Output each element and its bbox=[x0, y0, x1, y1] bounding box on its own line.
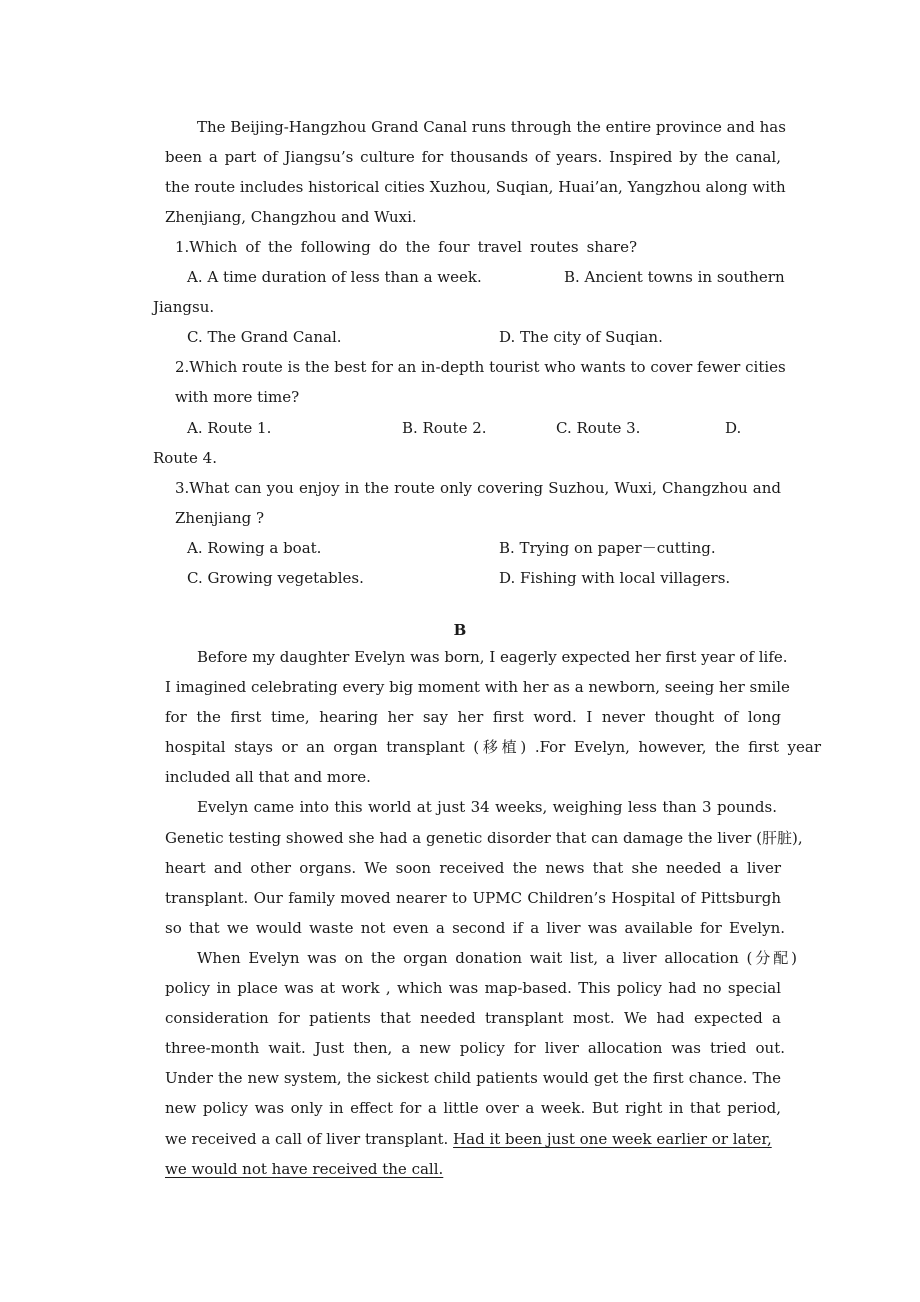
passage-a-line: been a part of Jiangsu’s culture for thousands of years. Inspired by the canal, bbox=[165, 148, 781, 166]
q3-option-d: D. Fishing with local villagers. bbox=[499, 569, 731, 587]
section-b-heading: B bbox=[453, 621, 467, 639]
q2-option-b: B. Route 2. bbox=[402, 419, 487, 437]
passage-b-line: so that we would waste not even a second if a liver was available for Evelyn. bbox=[165, 919, 785, 937]
passage-b-line: policy in place was at work , which was map-based. This policy had no special bbox=[165, 979, 781, 997]
q3-option-c: C. Growing vegetables. bbox=[187, 569, 364, 587]
question-2-stem: with more time? bbox=[175, 388, 300, 406]
q1-option-a: A. A time duration of less than a week. bbox=[187, 268, 482, 286]
passage-b-line: included all that and more. bbox=[165, 768, 371, 786]
underlined-sentence: Had it been just one week earlier or later, bbox=[453, 1130, 772, 1148]
question-2-stem: 2.Which route is the best for an in-depth tourist who wants to cover fewer cities bbox=[175, 358, 786, 376]
passage-a-line: Zhenjiang, Changzhou and Wuxi. bbox=[165, 208, 417, 226]
passage-b-line: I imagined celebrating every big moment with her as a newborn, seeing her smile bbox=[165, 678, 790, 696]
q2-option-c: C. Route 3. bbox=[556, 419, 641, 437]
passage-b-line: When Evelyn was on the organ donation wait list, a liver allocation (分配) bbox=[197, 949, 797, 967]
passage-b-plain-text: we received a call of liver transplant. bbox=[165, 1130, 454, 1148]
passage-a-line: The Beijing-Hangzhou Grand Canal runs through the entire province and has bbox=[197, 118, 786, 136]
passage-b-line: new policy was only in effect for a little over a week. But right in that period, bbox=[165, 1099, 781, 1117]
underlined-sentence: we would not have received the call. bbox=[165, 1160, 444, 1178]
q1-option-b: B. Ancient towns in southern bbox=[564, 268, 785, 286]
passage-b-line bbox=[165, 1129, 772, 1149]
question-3-stem: Zhenjiang ? bbox=[175, 509, 265, 527]
passage-a-line: the route includes historical cities Xuzhou, Suqian, Huai’an, Yangzhou along with bbox=[165, 178, 786, 196]
q2-option-d-continued: Route 4. bbox=[153, 449, 217, 467]
q2-option-a: A. Route 1. bbox=[187, 419, 272, 437]
passage-b-line: heart and other organs. We soon received the news that she needed a liver bbox=[165, 859, 781, 877]
passage-b-line: Genetic testing showed she had a genetic disorder that can damage the liver (肝脏), bbox=[165, 829, 803, 847]
passage-b-line: hospital stays or an organ transplant (移植) .For Evelyn, however, the first year bbox=[165, 738, 821, 756]
passage-b-line: three-month wait. Just then, a new policy for liver allocation was tried out. bbox=[165, 1039, 785, 1057]
passage-b-line: consideration for patients that needed transplant most. We had expected a bbox=[165, 1009, 781, 1027]
q3-option-b: B. Trying on paper－cutting. bbox=[499, 539, 716, 557]
q2-option-d: D. bbox=[725, 419, 742, 437]
question-1-stem: 1.Which of the following do the four travel routes share? bbox=[175, 238, 637, 256]
passage-b-line: transplant. Our family moved nearer to UPMC Children’s Hospital of Pittsburgh bbox=[165, 889, 781, 907]
passage-b-line: Evelyn came into this world at just 34 weeks, weighing less than 3 pounds. bbox=[197, 798, 777, 816]
q1-option-b-continued: Jiangsu. bbox=[153, 298, 215, 316]
passage-b-line: for the first time, hearing her say her first word. I never thought of long bbox=[165, 708, 781, 726]
passage-b-line: Before my daughter Evelyn was born, I eagerly expected her first year of life. bbox=[197, 648, 788, 666]
q3-option-a: A. Rowing a boat. bbox=[187, 539, 322, 557]
q1-option-d: D. The city of Suqian. bbox=[499, 328, 663, 346]
question-3-stem: 3.What can you enjoy in the route only covering Suzhou, Wuxi, Changzhou and bbox=[175, 479, 781, 497]
passage-b-line: Under the new system, the sickest child patients would get the first chance. The bbox=[165, 1069, 781, 1087]
q1-option-c: C. The Grand Canal. bbox=[187, 328, 342, 346]
